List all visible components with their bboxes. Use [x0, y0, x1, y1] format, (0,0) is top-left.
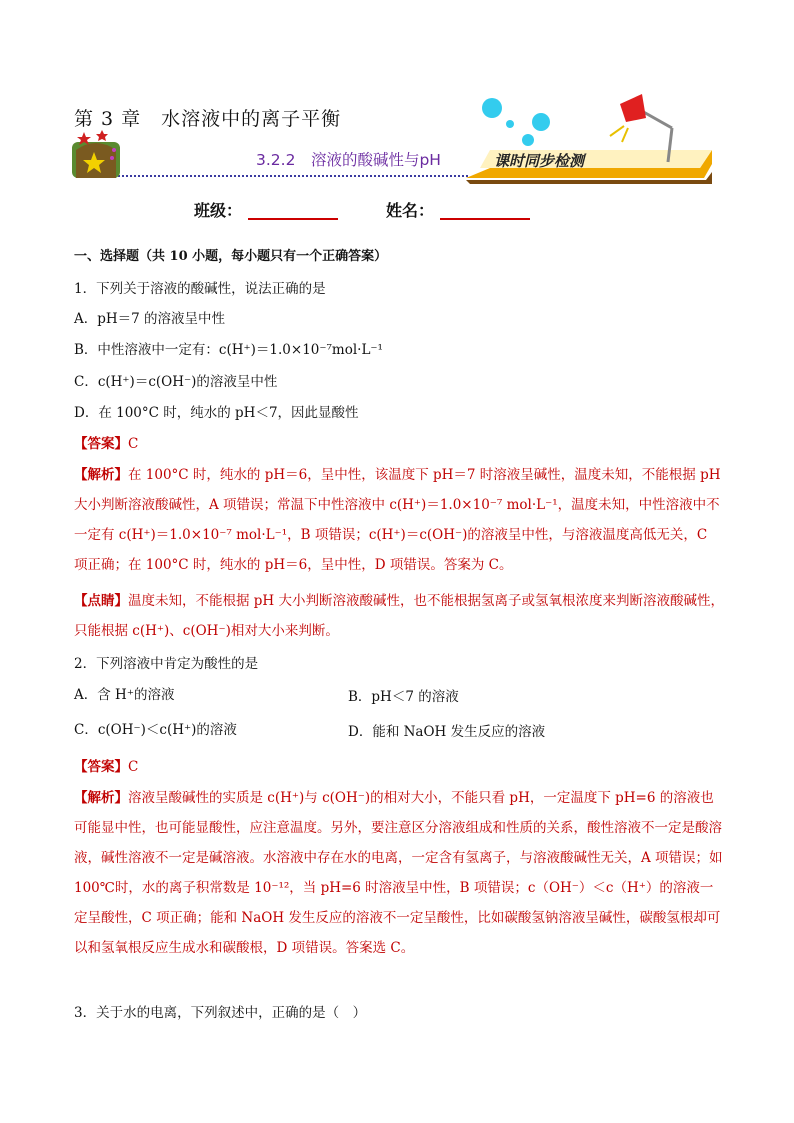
analysis-text: 在 100°C 时，纯水的 pH＝6，呈中性，该温度下 pH＝7 时溶液呈碱性，温度未知，不能根据 pH 大小判断溶液酸碱性，A 项错误；常温下中性溶液中 c(H⁺)＝1.0×10⁻⁷ mol·L⁻¹，温度未知，中性溶液中不一定有 c(H⁺)＝1.0×10⁻⁷ mol·L⁻¹，B 项错误；c(H⁺)＝c(OH⁻)的溶液呈中性，与溶液温度高低无关，C 项正确；在 100°C 时，纯水的 pH＝6，呈中性，D 项错误。答案为 C。 [74, 467, 721, 573]
q2-option-c: C．c(OH⁻)＜c(H⁺)的溶液 [74, 722, 237, 738]
q1-option-d: D．在 100°C 时，纯水的 pH＜7，因此显酸性 [74, 405, 359, 421]
name-blank[interactable] [440, 202, 530, 220]
q2-analysis [74, 783, 724, 963]
section-heading: 一、选择题（共 10 小题，每小题只有一个正确答案） [74, 249, 388, 264]
name-field [386, 198, 530, 221]
q3-stem: 3．关于水的电离，下列叙述中，正确的是（ ） [74, 1005, 367, 1021]
q2-option-b: B．pH＜7 的溶液 [348, 689, 459, 705]
answer-value: C [128, 436, 139, 452]
answer-value: C [128, 759, 139, 775]
answer-tag: 【答案】 [74, 759, 128, 775]
analysis-text: 溶液呈酸碱性的实质是 c(H⁺)与 c(OH⁻)的相对大小，不能只看 pH，一定温度下 pH=6 的溶液也可能显中性，也可能显酸性，应注意温度。另外，要注意区分溶液组成和性质的关系，酸性溶液不一定是酸溶液，碱性溶液不一定是碱溶液。水溶液中存在水的电离，一定含有氢离子，与溶液酸碱性无关，A 项错误；如 100℃时，水的离子积常数是 10⁻¹²，当 pH=6 时溶液呈中性，B 项错误；c（OH⁻）＜c（H⁺）的溶液一定呈酸性，C 项正确；能和 NaOH 发生反应的溶液不一定呈酸性，比如碳酸氢钠溶液呈碱性，碳酸氢根却可以和氢氧根反应生成水和碳酸根，D 项错误。答案选 C。 [74, 790, 723, 956]
star-badge-icon [72, 130, 120, 178]
bubble-icon [506, 120, 514, 128]
header-decoration [0, 0, 794, 200]
name-label: 姓名： [386, 201, 435, 220]
analysis-tag: 【解析】 [74, 467, 128, 483]
tip-text: 温度未知，不能根据 pH 大小判断溶液酸碱性，也不能根据氢离子或氢氧根浓度来判断溶液酸碱性，只能根据 c(H⁺)、c(OH⁻)相对大小来判断。 [74, 593, 724, 639]
chapter-title: 第 3 章 水溶液中的离子平衡 [74, 108, 342, 130]
q1-tip [74, 586, 724, 646]
class-blank[interactable] [248, 202, 338, 220]
q2-option-d: D．能和 NaOH 发生反应的溶液 [348, 724, 546, 740]
q2-option-a: A．含 H⁺的溶液 [74, 687, 175, 703]
bubble-icon [532, 113, 550, 131]
q1-option-c: C．c(H⁺)＝c(OH⁻)的溶液呈中性 [74, 374, 278, 390]
tip-tag: 【点睛】 [74, 593, 128, 609]
sync-label: 课时同步检测 [494, 152, 585, 170]
q1-answer [74, 434, 138, 454]
q1-analysis [74, 460, 724, 580]
q1-option-a: A．pH＝7 的溶液呈中性 [74, 311, 226, 327]
q2-stem: 2．下列溶液中肯定为酸性的是 [74, 656, 259, 672]
q1-option-b: B．中性溶液中一定有：c(H⁺)＝1.0×10⁻⁷mol·L⁻¹ [74, 342, 383, 358]
q1-stem: 1．下列关于溶液的酸碱性，说法正确的是 [74, 281, 326, 297]
answer-tag: 【答案】 [74, 436, 128, 452]
bubble-icon [522, 134, 534, 146]
q2-answer [74, 757, 138, 777]
analysis-tag: 【解析】 [74, 790, 128, 806]
class-field [194, 198, 338, 221]
lesson-title: 3.2.2 溶液的酸碱性与pH [256, 151, 441, 169]
class-label: 班级： [194, 201, 243, 220]
bubble-icon [482, 98, 502, 118]
